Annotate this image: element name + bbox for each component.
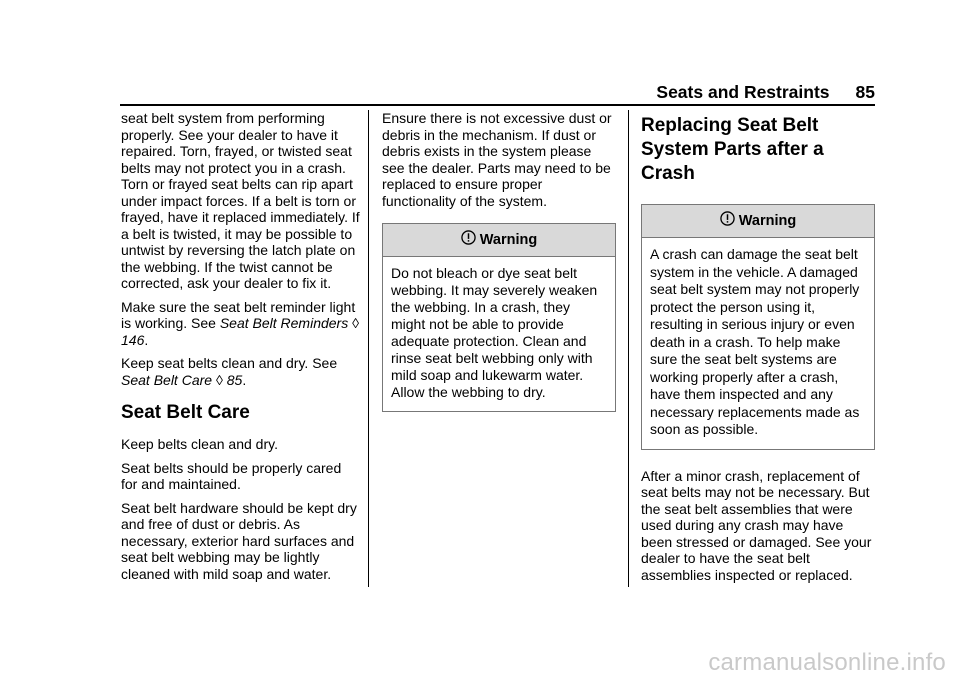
- paragraph-text: Keep seat belts clean and dry. See: [121, 355, 338, 371]
- cross-reference-link[interactable]: Seat Belt Care: [121, 371, 213, 388]
- warning-header: [642, 205, 874, 238]
- ref-symbol: ◊: [215, 371, 223, 388]
- column-divider-1: [368, 110, 369, 587]
- paragraph: Keep belts clean and dry.: [121, 436, 278, 452]
- column-divider-2: [628, 110, 629, 587]
- page-reference[interactable]: 146: [121, 331, 145, 348]
- paragraph: Seat belt hardware should be kept dry and free of dust or debris. As necessary, exterior hard surfaces and seat belt webbing may be lightly cleaned with mild soap and water.: [121, 499, 357, 582]
- section-title: Seats and Restraints: [656, 82, 830, 102]
- column-3: [641, 110, 875, 590]
- warning-circle-icon: [461, 230, 476, 250]
- section-heading: Replacing Seat Belt System Parts after a Crash: [641, 115, 824, 184]
- warning-box: [382, 223, 616, 412]
- watermark-text: carmanualsonline.info: [708, 649, 946, 676]
- warning-box: [641, 204, 875, 450]
- column-2: [382, 110, 616, 426]
- column-1: [121, 110, 361, 589]
- paragraph-text: Make sure the seat belt reminder light is working. See: [121, 298, 356, 331]
- paragraph: Ensure there is not excessive dust or debris in the mechanism. If dust or debris exists in the system please see the dealer. Parts may need to be replaced to ensure proper functionality of the system.: [382, 110, 612, 209]
- header-rule: [120, 104, 875, 106]
- paragraph: Make sure the seat belt reminder light is working. See Seat Belt Reminders ◊ 146.: [121, 298, 360, 348]
- warning-text: A crash can damage the seat belt system in the vehicle. A damaged seat belt system may not properly protect the person using it, resulting in serious injury or even death in a crash. To help make sure the seat belt systems are working properly after a crash, have them inspected and any necessary replacements made as soon as possible.: [650, 246, 860, 437]
- paragraph: Keep seat belts clean and dry. See Seat Belt Care ◊ 85.: [121, 355, 338, 388]
- warning-title: Warning: [738, 212, 797, 229]
- page-number: 85: [855, 82, 875, 102]
- page-header: [120, 82, 875, 103]
- page-reference[interactable]: 85: [226, 371, 243, 388]
- warning-text: Do not bleach or dye seat belt webbing. It may severely weaken the webbing. In a crash, they might not be able to provide adequate protection. Clean and rinse seat belt webbing only with mild soap and lukewarm water. Allow the webbing to dry.: [391, 265, 598, 400]
- ref-symbol: ◊: [352, 315, 360, 331]
- section-heading: Seat Belt Care: [121, 402, 250, 423]
- paragraph: seat belt system from performing properly. See your dealer to have it repaired. Torn, frayed, or twisted seat belts may not protect you in a crash. Torn or frayed seat belts can rip apart under impact forces. If a belt is torn or frayed, have it replaced immediately. If a belt is twisted, it may be possible to untwist by reversing the latch plate on the webbing. If the twist cannot be corrected, ask your dealer to fix it.: [121, 110, 360, 291]
- watermark: [0, 649, 960, 677]
- cross-reference-link[interactable]: Seat Belt Reminders: [219, 315, 349, 331]
- paragraph: Seat belts should be properly cared for and maintained.: [121, 459, 342, 492]
- warning-header: [383, 224, 615, 257]
- paragraph: After a minor crash, replacement of seat belts may not be necessary. But the seat belt assemblies that were used during any crash may have been stressed or damaged. See your dealer to have the seat belt assemblies inspected or replaced.: [641, 467, 872, 583]
- warning-circle-icon: [720, 211, 735, 231]
- warning-title: Warning: [479, 231, 538, 248]
